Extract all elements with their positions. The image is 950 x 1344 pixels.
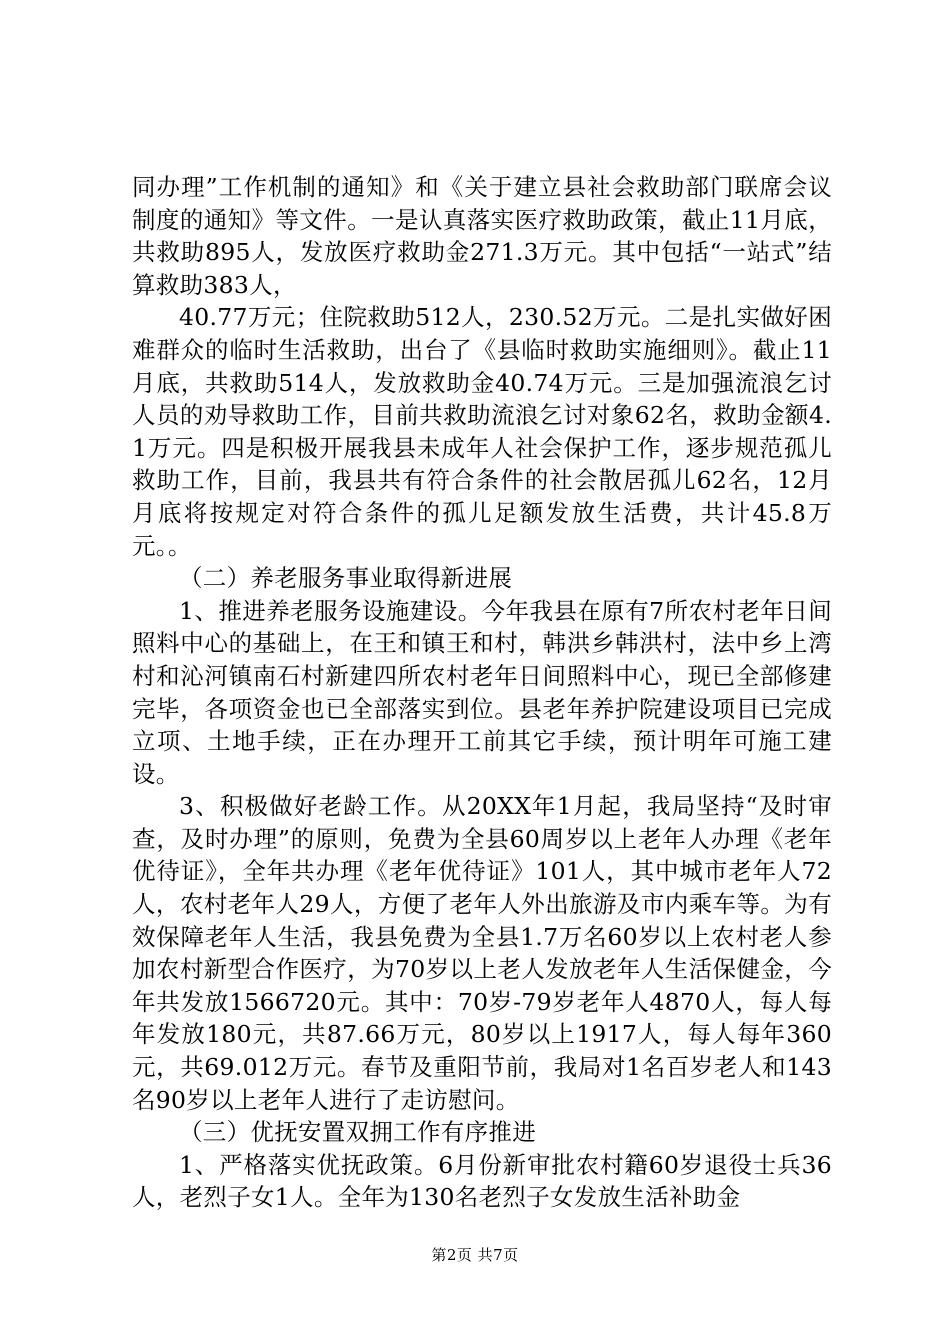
paragraph-elderly-facilities: 1、推进养老服务设施建设。今年我县在原有7所农村老年日间照料中心的基础上，在王和镇王和村，韩洪乡韩洪村，法中乡上湾村和沁河镇南石村新建四所农村老年日间照料中心，现已全部修建完毕，各项资金也已全部落实到位。县老年养护院建设项目已完成立项、土地手续，正在办理开工前其它手续，预计明年可施工建设。 <box>132 596 832 788</box>
section-heading-veterans: （三）优抚安置双拥工作有序推进 <box>179 1118 536 1147</box>
paragraph-temporary-aid: 40.77万元；住院救助512人，230.52万元。二是扎实做好困难群众的临时生活救助，出台了《县临时救助实施细则》。截止11月底，共救助514人，发放救助金40.74万元。三是加强流浪乞讨人员的劝导救助工作，目前共救助流浪乞讨对象62名，救助金额4.1万元。四是积极开展我县未成年人社会保护工作，逐步规范孤儿救助工作，目前，我县共有符合条件的社会散居孤儿62名，12月月底将按规定对符合条件的孤儿足额发放生活费，共计45.8万元。。 <box>132 303 832 560</box>
paragraph-aging-work: 3、积极做好老龄工作。从20XX年1月起，我局坚持“及时审查，及时办理”的原则，免费为全县60周岁以上老年人办理《老年优待证》，全年共办理《老年优待证》101人，其中城市老年人72人，农村老年人29人，方便了老年人外出旅游及市内乘车等。为有效保障老年人生活，我县免费为全县1.7万名60岁以上农村老人参加农村新型合作医疗，为70岁以上老人发放老年人生活保健金，今年共发放1566720元。其中：70岁-79岁老年人4870人，每人每年发放180元，共87.66万元，80岁以上1917人，每人每年360元，共69.012万元。春节及重阳节前，我局对1名百岁老人和143名90岁以上老年人进行了走访慰问。 <box>132 792 832 1114</box>
page-number-footer: 第2页 共7页 <box>431 1246 519 1264</box>
paragraph-medical-aid: 同办理”工作机制的通知》和《关于建立县社会救助部门联席会议制度的通知》等文件。一是认真落实医疗救助政策，截止11月底，共救助895人，发放医疗救助金271.3万元。其中包括“一站式”结算救助383人， <box>132 173 832 299</box>
section-heading-elderly-services: （二）养老服务事业取得新进展 <box>179 564 513 593</box>
document-body <box>132 171 832 1214</box>
paragraph-veteran-policy: 1、严格落实优抚政策。6月份新审批农村籍60岁退役士兵36人，老烈子女1人。全年为130名老烈子女发放生活补助金 <box>132 1150 832 1212</box>
